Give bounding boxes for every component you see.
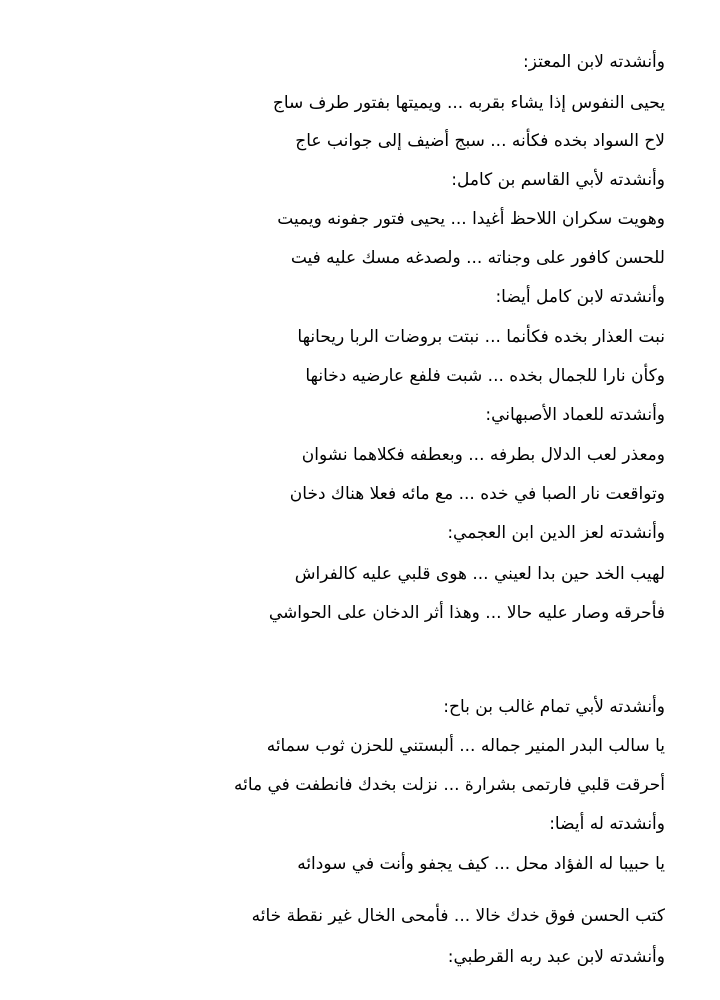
heading-abi-tammam: وأنشدته لأبي تمام غالب بن باح:	[443, 697, 665, 717]
heading-lahu-aydan: وأنشدته له أيضا:	[549, 814, 665, 834]
verse-line: لاح السواد بخده فكأنه ... سبج أضيف إلى جوانب عاج	[295, 131, 665, 151]
verse-line: وهويت سكران اللاحظ أغيدا ... يحيى فتور جفونه ويميت	[277, 209, 665, 229]
verse-line: ومعذر لعب الدلال بطرفه ... وبعطفه فكلاهما نشوان	[301, 445, 665, 465]
verse-line: كتب الحسن فوق خدك خالا ... فأمحى الخال غير نقطة خائه	[251, 906, 665, 926]
verse-line: فأحرقه وصار عليه حالا ... وهذا أثر الدخان على الحواشي	[268, 603, 665, 623]
heading-ibn-abd-rabbih: وأنشدته لابن عبد ربه القرطبي:	[447, 947, 665, 967]
verse-line: نبت العذار بخده فكأنما ... نبتت بروضات الربا ريحانها	[297, 327, 665, 347]
heading-ibn-kamil: وأنشدته لابن كامل أيضا:	[495, 287, 665, 307]
verse-line: يا حبيبا له الفؤاد محل ... كيف يجفو وأنت في سودائه	[297, 854, 665, 874]
heading-ibn-al-mutazz: وأنشدته لابن المعتز:	[523, 52, 665, 72]
heading-al-imad: وأنشدته للعماد الأصبهاني:	[485, 405, 665, 425]
verse-line: للحسن كافور على وجناته ... ولصدغه مسك عليه فيت	[290, 248, 665, 268]
heading-izz-al-din: وأنشدته لعز الدين ابن العجمي:	[447, 523, 665, 543]
verse-line: أحرقت قلبي فارتمى بشرارة ... نزلت بخدك فانطفت في مائه	[233, 775, 665, 795]
verse-line: يحيى النفوس إذا يشاء بقربه ... ويميتها بفتور طرف ساج	[272, 93, 665, 113]
verse-line: يا سالب البدر المنير جماله ... ألبستني للحزن ثوب سمائه	[266, 736, 665, 756]
verse-line: وكأن نارا للجمال بخده ... شبت فلفع عارضيه دخانها	[305, 366, 665, 386]
heading-abi-al-qasim: وأنشدته لأبي القاسم بن كامل:	[451, 170, 665, 190]
verse-line: لهيب الخد حين بدا لعيني ... هوى قلبي عليه كالفراش	[294, 564, 665, 584]
verse-line: وتواقعت نار الصبا في خده ... مع مائه فعلا هناك دخان	[289, 484, 665, 504]
